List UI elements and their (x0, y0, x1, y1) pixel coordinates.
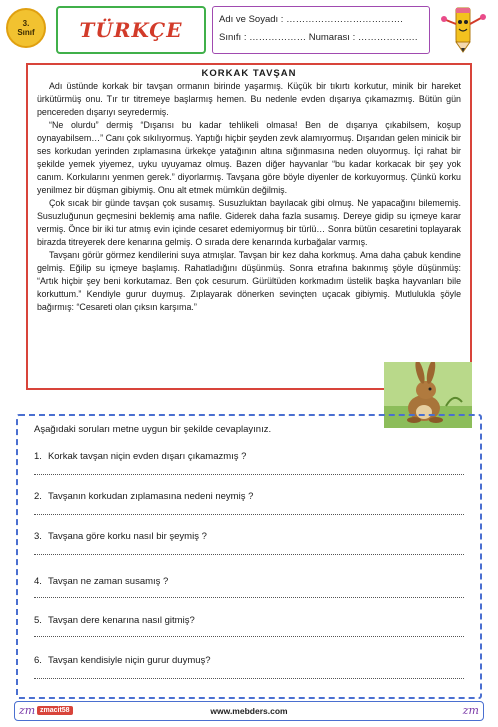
question-text: Tavşan ne zaman susamış ? (47, 576, 169, 587)
answer-line[interactable] (34, 597, 464, 598)
question-number: 1. (34, 451, 42, 462)
question-number: 5. (34, 615, 42, 626)
student-info-box (212, 6, 430, 54)
question-1 (34, 446, 464, 464)
story-paragraph-2: “Ne olurdu” dermiş “Dışarısı bu kadar tehlikeli olmasa! Ben de dışarıya çıkabilsem, koşup oynayabilsem…” Canı çok sıkılıyormuş. Yaptığı hiçbir şeyden zevk alamıyormuş. Dışarıdan gelen minicik bir ses korkudan yerinden zıplamasına ürkekçe yatağının altına sığınmasına neden oluyormuş. İçi rahat bir şekilde yemek yiyemez, uyku uyuyamaz olmuş. Bazen diğer hayvanlar “bu kadar korkacak bir şey yok canım. Korkularını yenmen gerek.” diyorlarmış. Tavşana göre böyle diyenler de korkuyormuş. Çünkü korku yenilmez bir düşman gibiymiş. Onu alt etmek mümkün değilmiş. (37, 120, 461, 195)
question-text: Tavşana göre korku nasıl bir şeymiş ? (47, 531, 207, 542)
footer-bar (14, 701, 484, 721)
question-number: 3. (34, 531, 42, 542)
grade-badge (6, 8, 46, 48)
class-field[interactable]: Sınıfı : ……………… (219, 32, 307, 43)
question-text: Tavşan dere kenarına nasıl gitmiş? (47, 615, 195, 626)
question-3 (34, 526, 464, 544)
subject-title: TÜRKÇE (79, 18, 183, 42)
number-field[interactable]: Numarası : ………………. (308, 32, 418, 43)
answer-line[interactable] (34, 636, 464, 637)
story-box (26, 63, 472, 390)
author-tag: zmacit58 (37, 706, 73, 715)
worksheet-header (6, 6, 492, 56)
story-title: KORKAK TAVŞAN (201, 68, 297, 79)
answer-line[interactable] (34, 514, 464, 515)
story-paragraph-3: Çok sıcak bir günde tavşan çok susamış. Susuzluktan bayılacak gibi olmuş. Ne yapacağını bilememiş. Susuzluğunun geçmesini beklemiş ama nafile. Giderek daha fazla susamış. Dereye gidip su içmeye karar vermiş. Önce bir iki tur atmış evin içinde cesaret edemiyormuş bir türlü… Sonra bütün cesaretini toplayarak birazda titreyerek dere kenarına gelmiş. O sırada dere kenarında kurbağalar varmış. (37, 198, 461, 247)
pencil-mascot-icon (434, 6, 492, 54)
footer-logo-right: zm (462, 704, 479, 717)
story-paragraph-1: Adı üstünde korkak bir tavşan ormanın birinde yaşarmış. Küçük bir tıkırtı korkutur, minik bir hareket ürkütürmüş onu. Tır tır titremeye başlarmış hemen. Bu nedenle evden dışarıya çıkamazmış. Bütün gün pencereden dışarıyı seyredermiş. (37, 81, 461, 117)
site-url[interactable]: www.mebders.com (210, 706, 288, 716)
question-text: Tavşan kendisiyle niçin gurur duymuş? (47, 655, 211, 666)
question-text: Korkak tavşan niçin evden dışarı çıkamazmış ? (47, 451, 247, 462)
question-4 (34, 571, 464, 589)
question-text: Tavşanın korkudan zıplamasına nedeni neymiş ? (47, 491, 254, 502)
answer-line[interactable] (34, 678, 464, 679)
answer-line[interactable] (34, 474, 464, 475)
question-6 (34, 650, 464, 668)
questions-intro: Aşağıdaki soruları metne uygun bir şekilde cevaplayınız. (34, 424, 272, 435)
subject-title-box (56, 6, 206, 54)
name-field[interactable]: Adı ve Soyadı : ………………………………. (219, 14, 403, 25)
question-2 (34, 486, 464, 504)
grade-unit: Sınıf (17, 28, 35, 37)
question-5 (34, 610, 464, 628)
footer-logo-left: zm (19, 704, 36, 717)
question-number: 2. (34, 491, 42, 502)
answer-line[interactable] (34, 554, 464, 555)
question-number: 4. (34, 576, 42, 587)
questions-box (16, 414, 482, 699)
story-paragraph-4: Tavşanı görür görmez kendilerini suya atmışlar. Tavşan bir kez daha korkmuş. Ama daha çabuk kendine gelmiş. Eğilip su içmeye başlamış. Rahatladığını düşünmüş. Sonra etrafına bakınmış şöyle düşünmüş: “Artık hiçbir şey beni korkutamaz. Ben çok cesurum. Gürültüden korkmadım üstelik başka hayvanları bile korkuttum.” Kendiyle gurur duymuş. Zıplayarak dönerken sevinçten uçacak gibiymiş. Mutlulukla şöyle bağırmış: “Cesareti olan çıksın karşıma.” (37, 250, 461, 312)
grade-number: 3. (22, 19, 30, 28)
question-number: 6. (34, 655, 42, 666)
